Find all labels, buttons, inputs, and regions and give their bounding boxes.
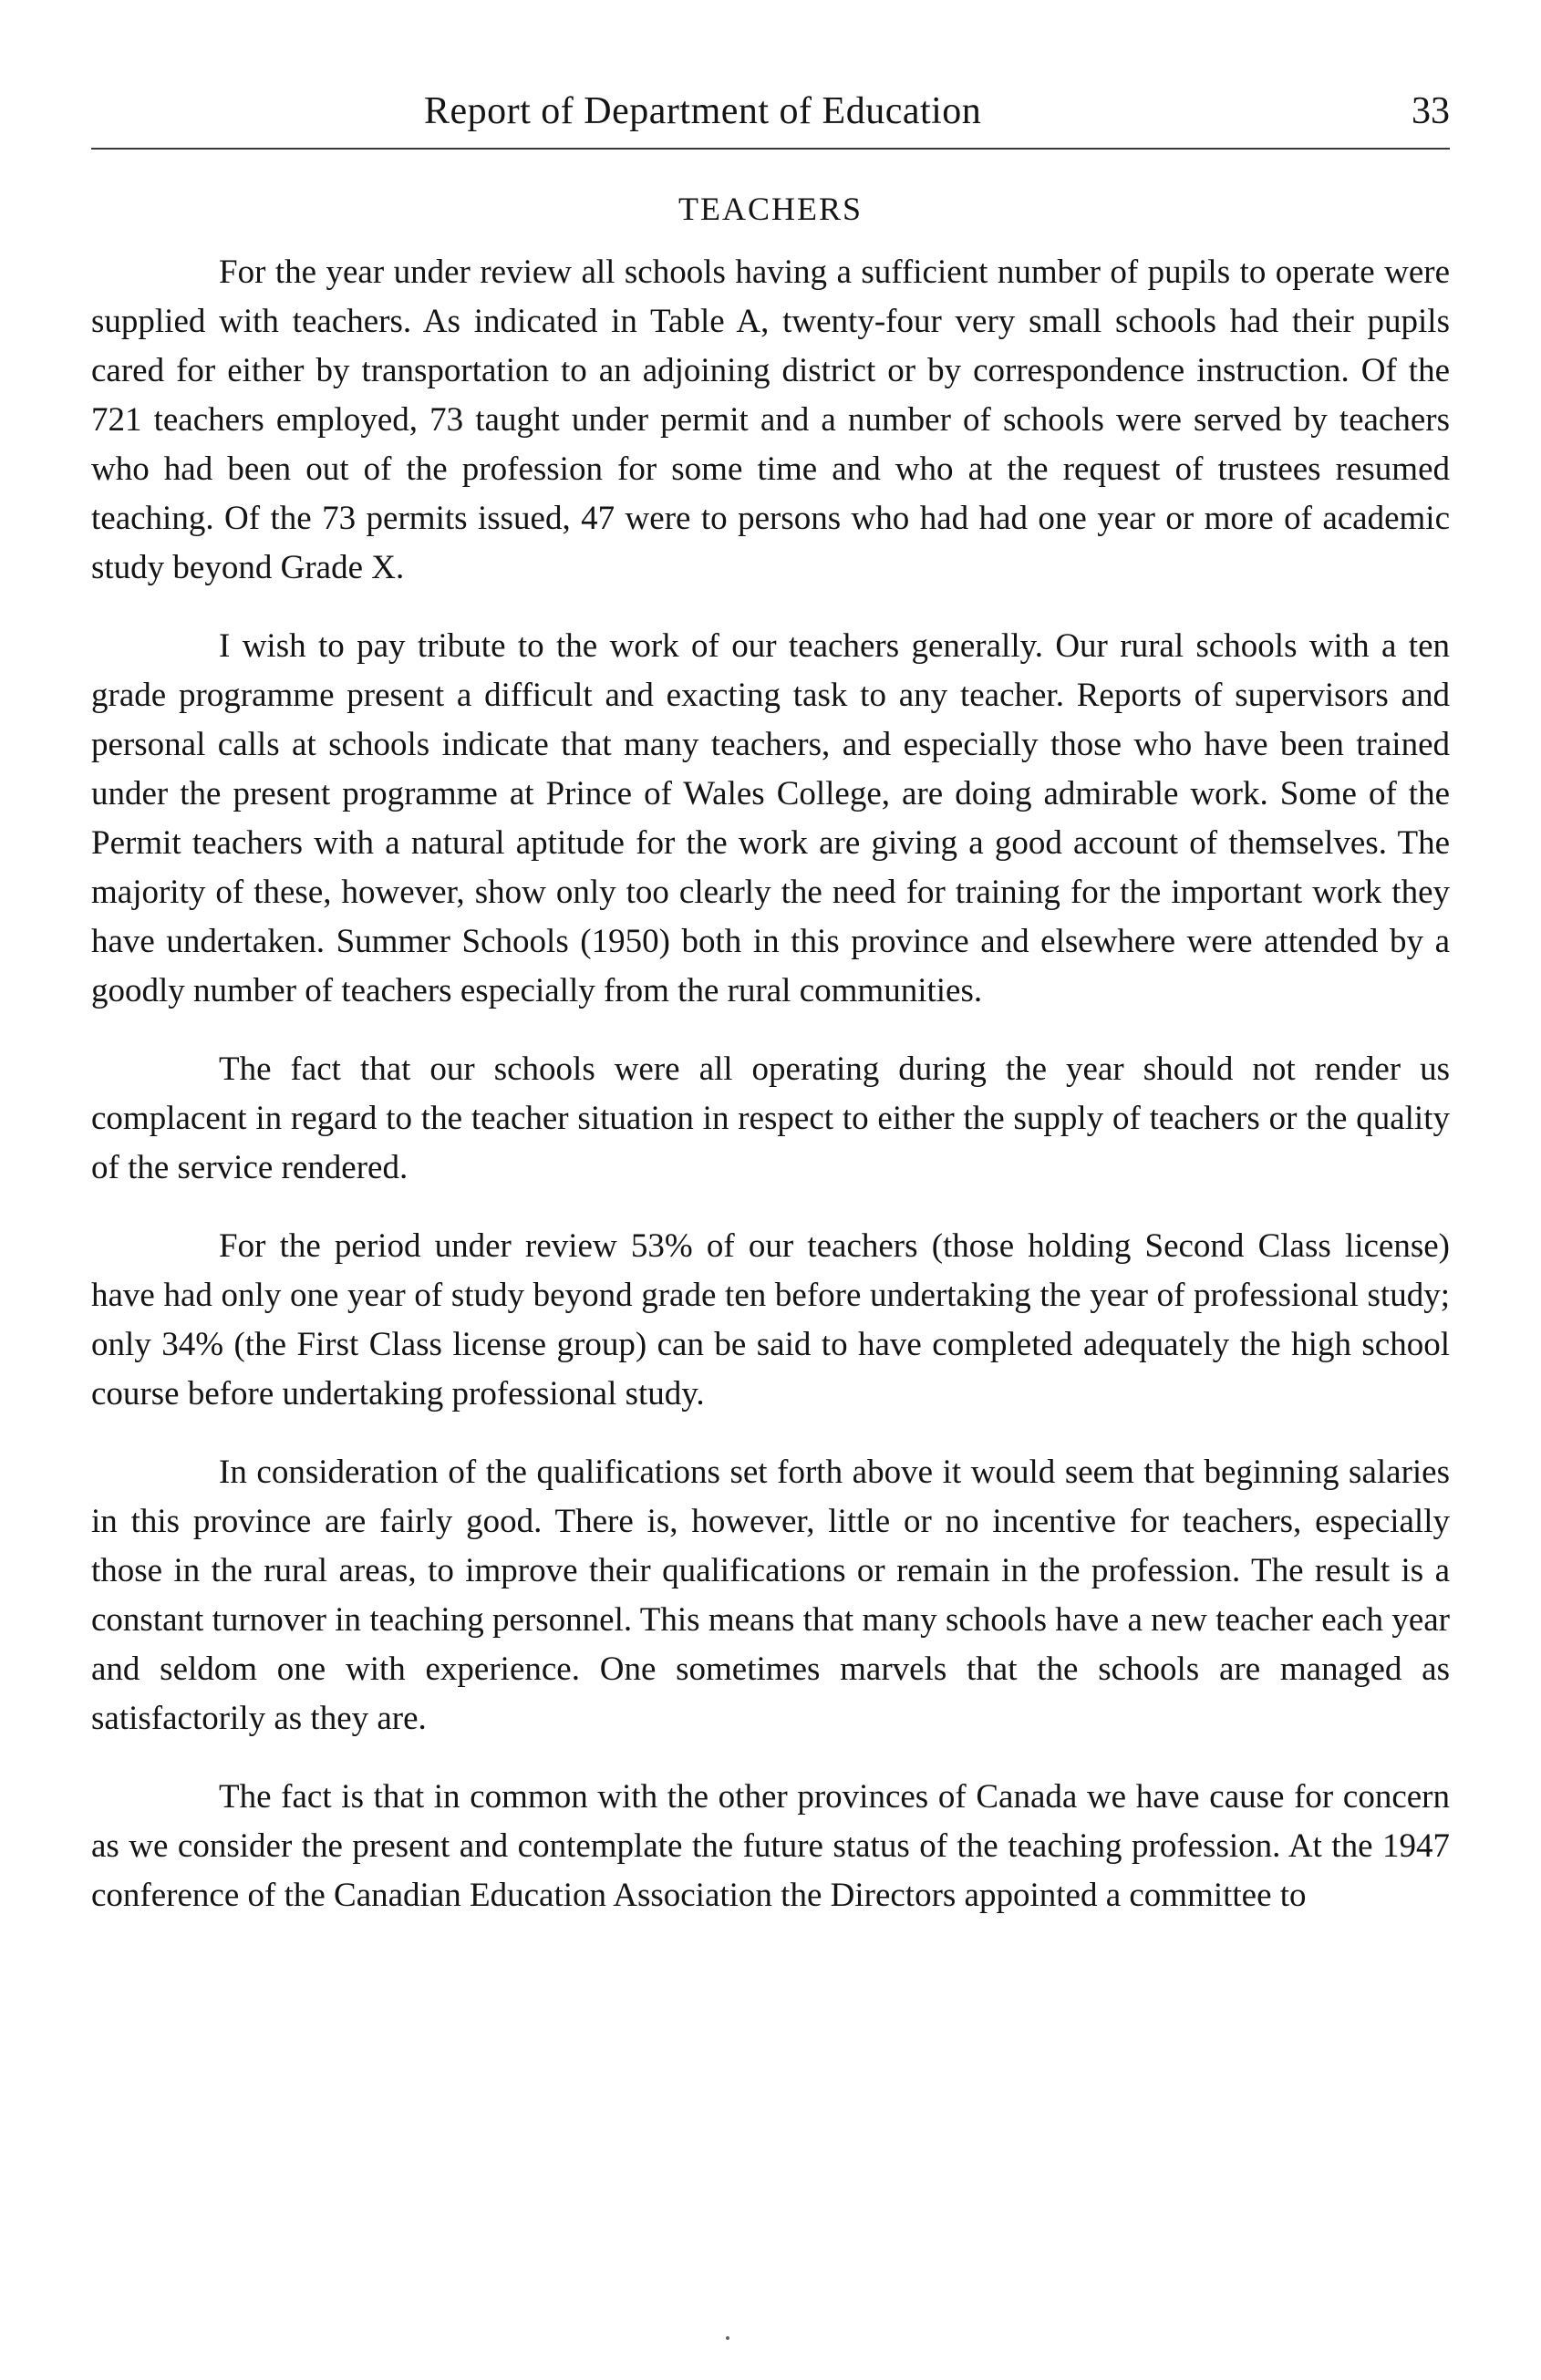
paragraph-4: For the period under review 53% of our teachers (those holding Second Class license) have had only one year of study beyond grade ten before undertaking the year of professional study; only 34% (the First Class license group) can be said to have completed adequately the high school course before undertaking professional study. [91, 1227, 1450, 1412]
paragraph-2: I wish to pay tribute to the work of our teachers generally. Our rural schools with a ten grade programme present a difficult and exacting task to any teacher. Reports of supervisors and personal calls at schools indicate that many teachers, and especially those who have been trained under the present programme at Prince of Wales College, are doing admirable work. Some of the Permit teachers with a natural aptitude for the work are giving a good account of themselves. The majority of these, however, show only too clearly the need for training for the important work they have undertaken. Summer Schools (1950) both in this province and elsewhere were attended by a goodly number of teachers especially from the rural communities. [91, 627, 1450, 1009]
paragraph-1: For the year under review all schools having a sufficient number of pupils to operate were supplied with teachers. As indicated in Table A, twenty-four very small schools had their pupils cared for either by transportation to an adjoining district or by correspondence instruction. Of the 721 teachers employed, 73 taught under permit and a number of schools were served by teachers who had been out of the profession for some time and who at the request of trustees resumed teaching. Of the 73 permits issued, 47 were to persons who had had one year or more of academic study beyond Grade X. [91, 254, 1450, 586]
scan-speck [726, 2336, 729, 2340]
running-head [91, 89, 1450, 144]
header-rule [91, 148, 1450, 150]
running-title: Report of Department of Education [424, 90, 982, 132]
body-text [91, 248, 1450, 1950]
page-number: 33 [1412, 90, 1450, 132]
paragraph-5: In consideration of the qualifications set forth above it would seem that beginning salaries in this province are fairly good. There is, however, little or no incentive for teachers, especially those in the rural areas, to improve their qualifications or remain in the profession. The result is a constant turnover in teaching personnel. This means that many schools have a new teacher each year and seldom one with experience. One sometimes marvels that the schools are managed as satisfactorily as they are. [91, 1454, 1450, 1737]
section-heading: TEACHERS [677, 191, 863, 227]
paragraph-6: The fact is that in common with the other provinces of Canada we have cause for concern as we consider the present and contemplate the future status of the teaching profession. At the 1947 conference of the Canadian Education Association the Directors appointed a committee to [91, 1778, 1450, 1914]
paragraph-3: The fact that our schools were all operating during the year should not render us complacent in regard to the teacher situation in respect to either the supply of teachers or the quality of the service rendered. [91, 1050, 1450, 1186]
